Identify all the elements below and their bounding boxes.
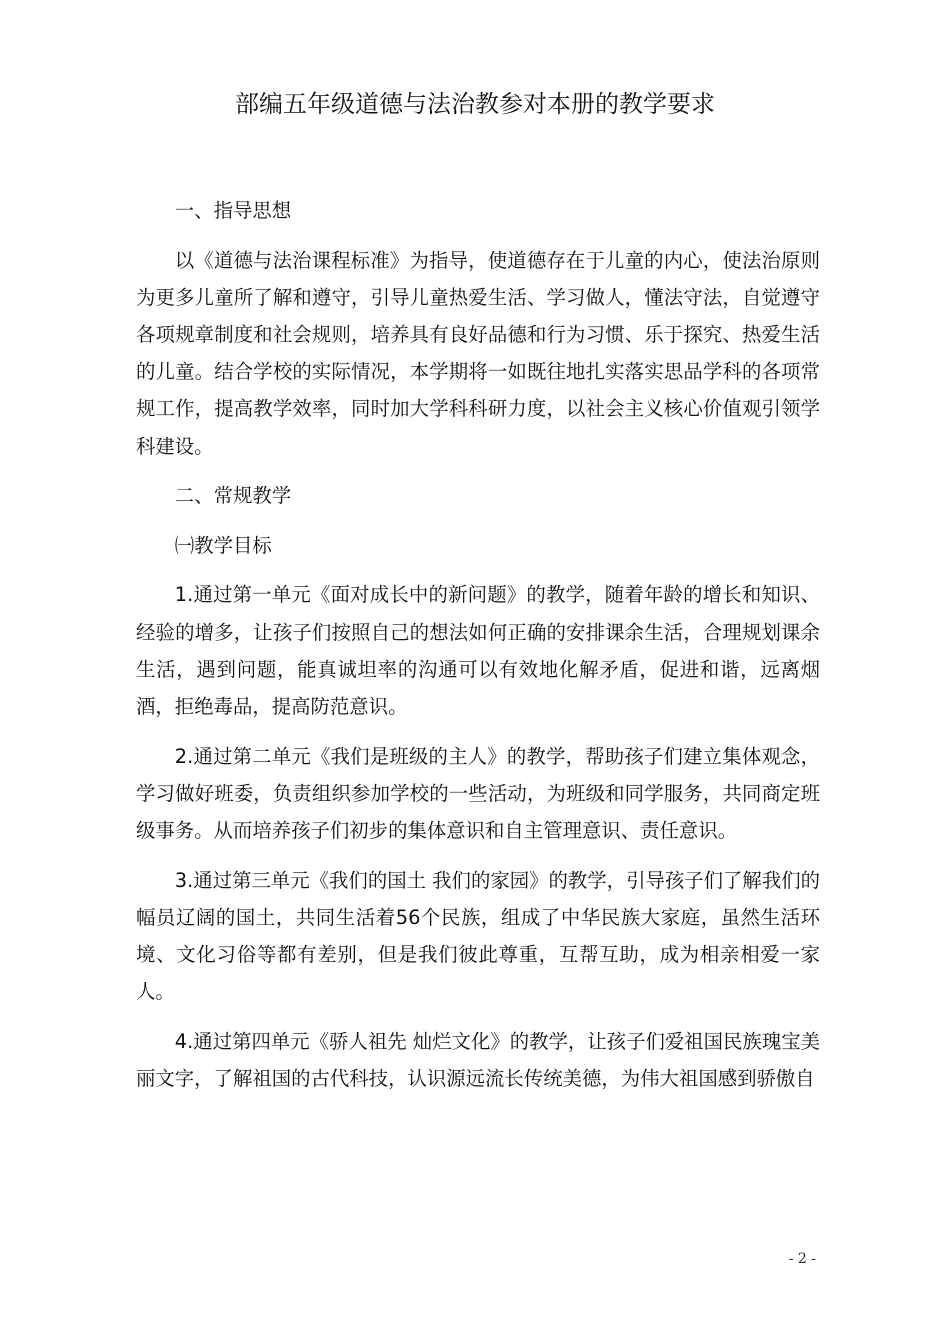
paragraph-guiding-ideology: 以《道德与法治课程标准》为指导，使道德存在于儿童的内心，使法治原则为更多儿童所了解和遵守，引导儿童热爱生活、学习做人，懂法守法，自觉遵守各项规章制度和社会规则，培养具有良好品德和行为习惯、乐于探究、热爱生活的儿童。结合学校的实际情况，本学期将一如既往地扎实落实思品学科的各项常规工作，提高教学效率，同时加大学科科研力度，以社会主义核心价值观引领学科建设。 [136,248,820,458]
paragraph-unit-3: 3.通过第三单元《我们的国土 我们的家园》的教学，引导孩子们了解我们的幅员辽阔的国土，共同生活着56个民族，组成了中华民族大家庭，虽然生活环境、文化习俗等都有差别，但是我们彼此尊重，互帮互助，成为相亲相爱一家人。 [136,868,820,1004]
document-title: 部编五年级道德与法治教参对本册的教学要求 [235,90,715,118]
paragraph-unit-1: 1.通过第一单元《面对成长中的新问题》的教学，随着年龄的增长和知识、经验的增多，让孩子们按照自己的想法如何正确的安排课余生活，合理规划课余生活，遇到问题，能真诚坦率的沟通可以有效地化解矛盾，促进和谐，远离烟酒，拒绝毒品，提高防范意识。 [136,583,820,718]
section-heading-routine-teaching: 二、常规教学 [174,484,292,508]
page-number: - 2 - [788,1251,816,1267]
subheading-teaching-goals: ㈠教学目标 [174,533,272,557]
document-body [136,192,820,1097]
section-heading-guiding-ideology: 一、指导思想 [174,199,292,222]
paragraph-unit-4: 4.通过第四单元《骄人祖先 灿烂文化》的教学，让孩子们爱祖国民族瑰宝美丽文字，了解祖国的古代科技，认识源远流长传统美德，为伟大祖国感到骄傲自 [136,1029,820,1090]
paragraph-unit-2: 2.通过第二单元《我们是班级的主人》的教学，帮助孩子们建立集体观念，学习做好班委，负责组织参加学校的一些活动，为班级和同学服务，共同商定班级事务。从而培养孩子们初步的集体意识和自主管理意识、责任意识。 [136,744,820,842]
